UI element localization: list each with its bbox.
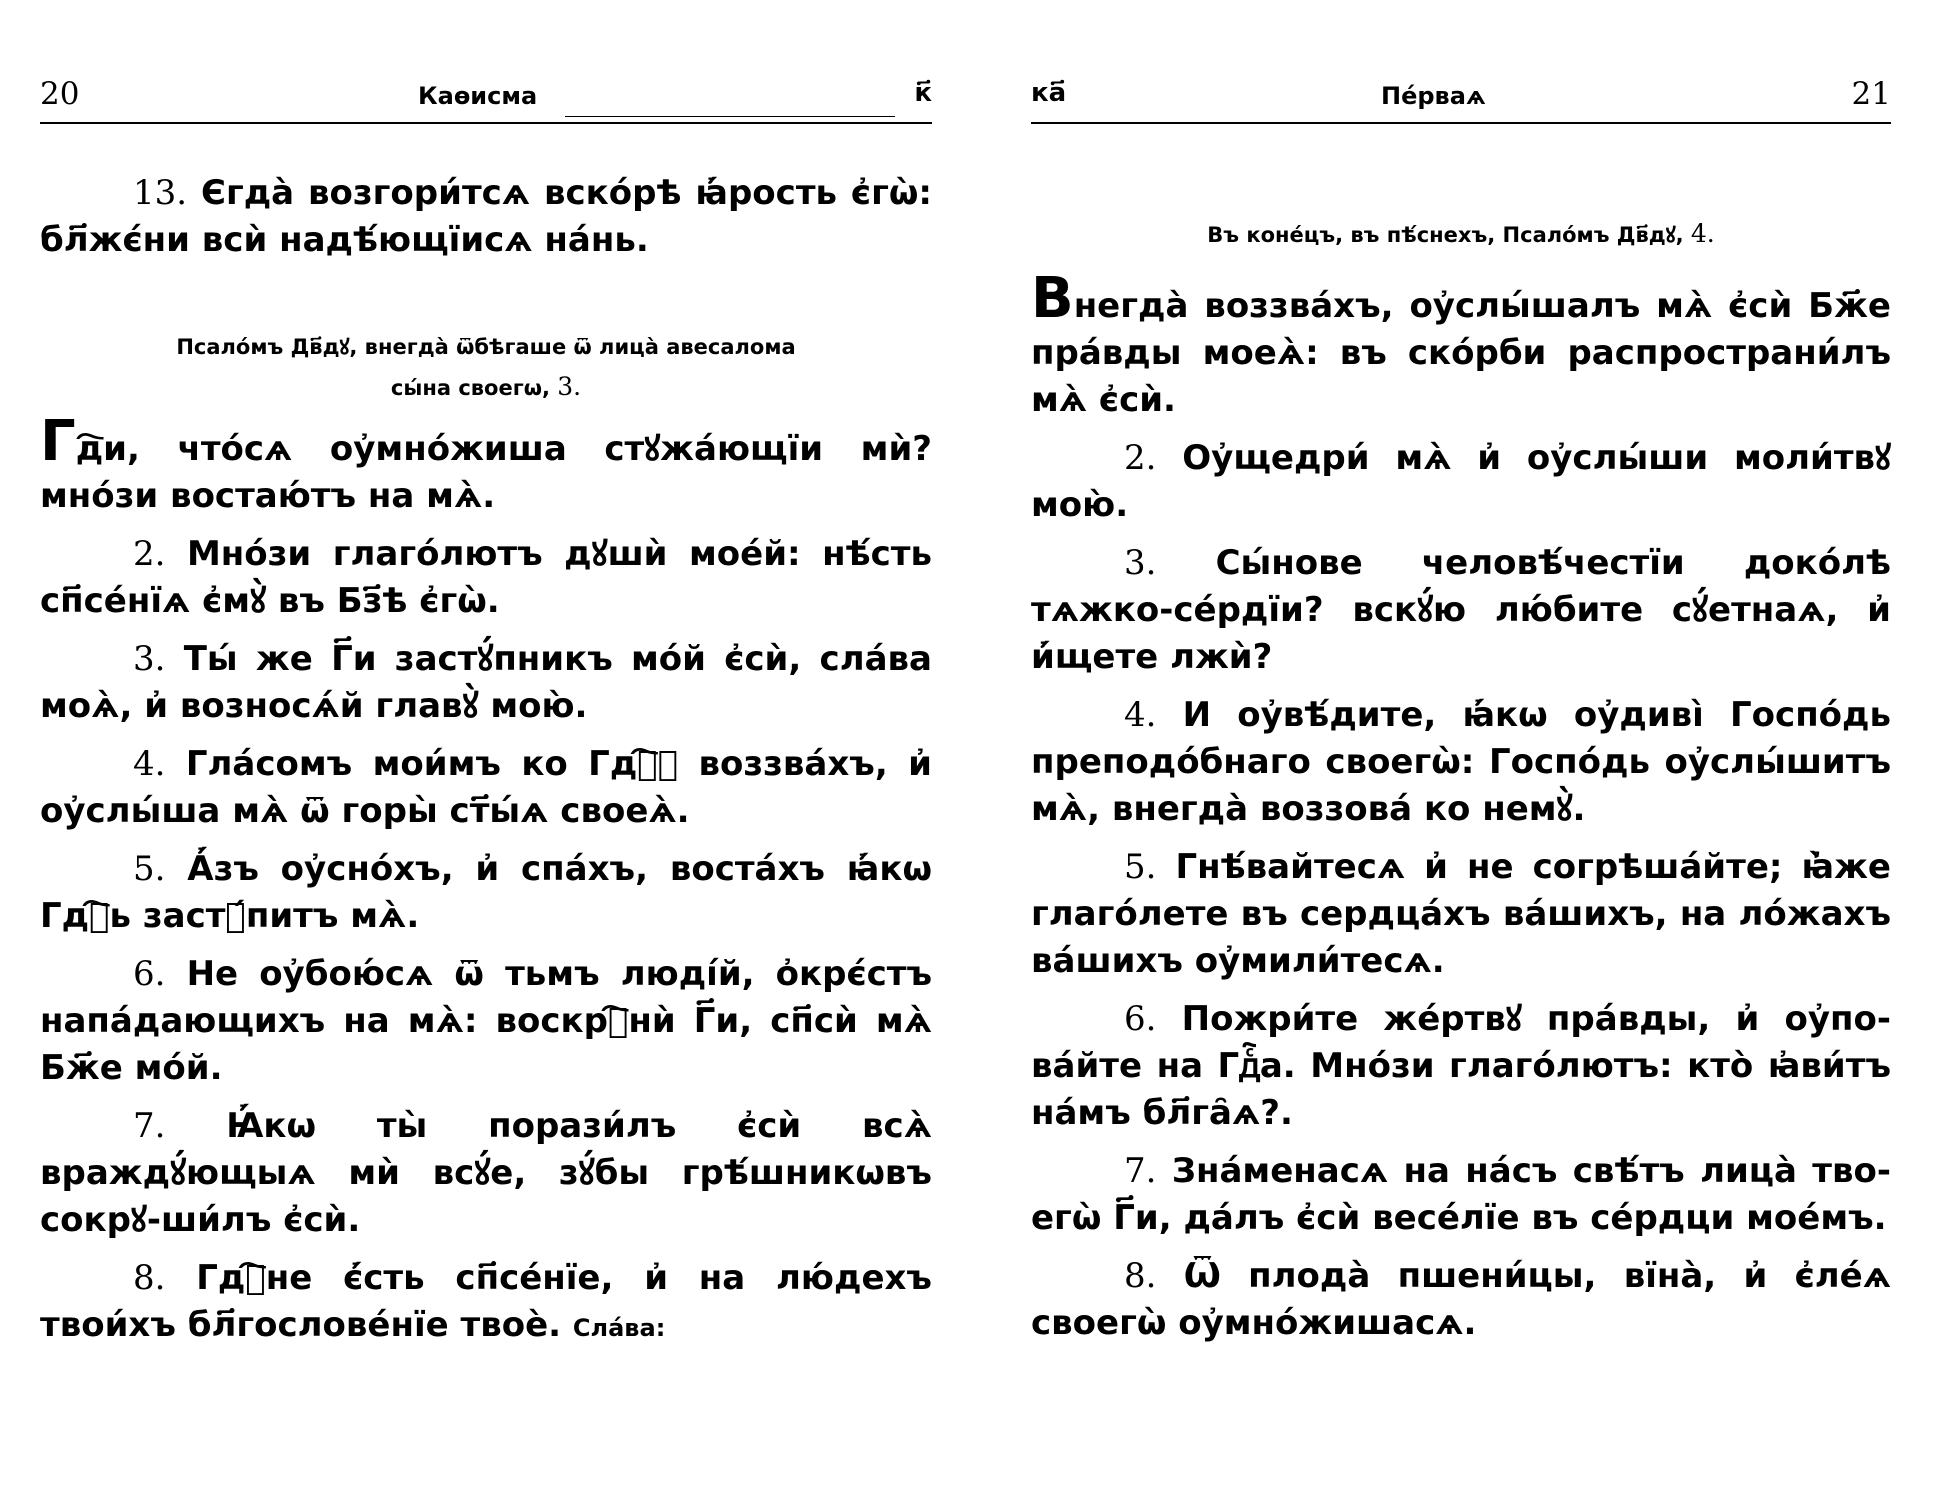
psalm-4-verse-6: 6. Пожри́те же́ртвꙋ пра́вды, и҆ оу҆по-ва́йте на Гдⷭ҇а. Мно́зи глаго́лютъ: кто̀ ꙗ҆ви́тъ на́мъ бл҃га̑ѧ?. [1031, 999, 1891, 1133]
left-running-title: Каѳисма [418, 82, 538, 110]
psalm-3-verse-2: 2. Мно́зи глаго́лютъ дꙋшѝ мое́й: нѣ́сть сп҃се́нїѧ є҆мꙋ̀ въ Бз҃ѣ є҆гѡ̀. [40, 534, 932, 621]
left-page-number: 20 [40, 76, 80, 112]
psalm-3-superscription: Псало́мъ Дв҃дꙋ, внегда̀ ѿбѣгаше ѿ лица̀ авесалома сы́на своегѡ, 3. [176, 335, 796, 401]
right-text-block [1031, 214, 1891, 1347]
psalm-4-verse-4: 4. И оу҆вѣ́дите, ꙗ҆́кѡ оу҆диві̀ Госпо́дь преподо́бнаго своегѡ̀: Госпо́дь оу҆слы́шитъ мѧ̀, внегда̀ воззова́ ко немꙋ̀. [1031, 695, 1892, 829]
psalm-3-verse-5: 5. А҆́зъ оу҆сно́хъ, и҆ спа́хъ, воста́хъ ꙗ҆́кѡ Гдⷭ҇ь застꙋ́питъ мѧ̀. [40, 849, 932, 936]
psalm-3-verse-6: 6. Не оу҆бою́сѧ ѿ тьмъ люді́й, о҆крє́стъ напа́дающихъ на мѧ̀: воскрⷭ҇нѝ Г҃и, сп҃сѝ мѧ̀ Бж҃е мо́й. [40, 954, 933, 1088]
right-page-number: 21 [1851, 76, 1891, 112]
verse-13: 13. Єгда̀ возгори́тсѧ вско́рѣ ꙗ҆́рость є҆гѡ̀: бл҃жє́ни всѝ надѣ́ющїисѧ на́нь. [40, 173, 932, 260]
drop-cap: В [1031, 266, 1074, 331]
left-running-head [40, 76, 932, 126]
header-rule-short [565, 116, 895, 117]
psalm-3-verse-3: 3. Ты́ же Г҃и застꙋ́пникъ мо́й є҆сѝ, сла́ва моѧ̀, и҆ возносѧ́й главꙋ̀ мою̀. [40, 639, 932, 726]
psalm-4-verse-2: 2. Оу҆щедри́ мѧ̀ и҆ оу҆слы́ши моли́твꙋ мою̀. [1031, 438, 1891, 525]
psalm-4-verse-3: 3. Сы́нове человѣ́честїи доко́лѣ тѧжко-се́рдїи? вскꙋ́ю лю́бите сꙋ́етнаѧ, и҆ и҆́щете лжѝ? [1031, 543, 1891, 677]
slava-marker: Сла́ва: [572, 1314, 666, 1342]
left-signature-mark: к҃ [914, 78, 932, 108]
drop-cap: Г [40, 409, 76, 474]
header-rule [40, 122, 932, 124]
right-page [971, 0, 1942, 1500]
psalm-3-verse-8: 8. Гдⷭ҇не є҆́сть сп҃се́нїе, и҆ на лю́дехъ твои́хъ бл҃гослове́нїе твоѐ. Сла́ва: [40, 1258, 932, 1345]
right-signature-mark: ка҃ [1031, 78, 1067, 108]
right-running-head [1031, 76, 1891, 126]
header-rule [1031, 122, 1891, 124]
psalm-3-verse-7: 7. Ꙗ҆́кѡ ты̀ порази́лъ є҆сѝ всѧ̀ враждꙋ́ющыѧ мѝ всꙋ́е, зꙋ́бы грѣ́шникѡвъ сокрꙋ-ши́лъ є҆сѝ. [40, 1106, 932, 1240]
psalm-3-verse-4: 4. Гла́сомъ мои́мъ ко Гдⷭ҇ꙋ воззва́хъ, и҆ оу҆слы́ша мѧ̀ ѿ горы̀ ст҃ы́ѧ своеѧ̀. [40, 744, 932, 831]
psalm-4-verse-1: Внегда̀ воззва́хъ, оу҆слы́шалъ мѧ̀ є҆сѝ Бж҃е пра́вды моеѧ̀: въ ско́рби распространи́лъ мѧ̀ є҆сѝ. [1031, 266, 1891, 420]
psalm-4-verse-7: 7. Зна́менасѧ на на́съ свѣ́тъ лица̀ тво-егѡ̀ Г҃и, да́лъ є҆сѝ весе́лїе въ се́рдци мое́мъ. [1031, 1151, 1891, 1238]
left-text-block [40, 170, 932, 1352]
psalm-4-superscription: Въ коне́цъ, въ пѣ́снехъ, Псало́мъ Дв҃дꙋ, 4. [1207, 219, 1715, 248]
psalm-3-verse-1: Гд҇и, что́сѧ оу҆мно́жиша стꙋжа́ющїи мѝ? мно́зи востаю́тъ на мѧ̀. [40, 409, 932, 516]
right-running-title: Пе́рваѧ [1381, 82, 1486, 110]
psalm-4-verse-5: 5. Гнѣ́вайтесѧ и҆ не согрѣша́йте; ꙗ҆̀же глаго́лете въ сердца́хъ ва́шихъ, на ло́жахъ ва́шихъ оу҆мили́тесѧ. [1031, 847, 1891, 981]
psalm-4-verse-8: 8. Ѿ плода̀ пшени́цы, вїна̀, и҆ є҆ле́ѧ своегѡ̀ оу҆мно́жишасѧ. [1031, 1256, 1891, 1343]
